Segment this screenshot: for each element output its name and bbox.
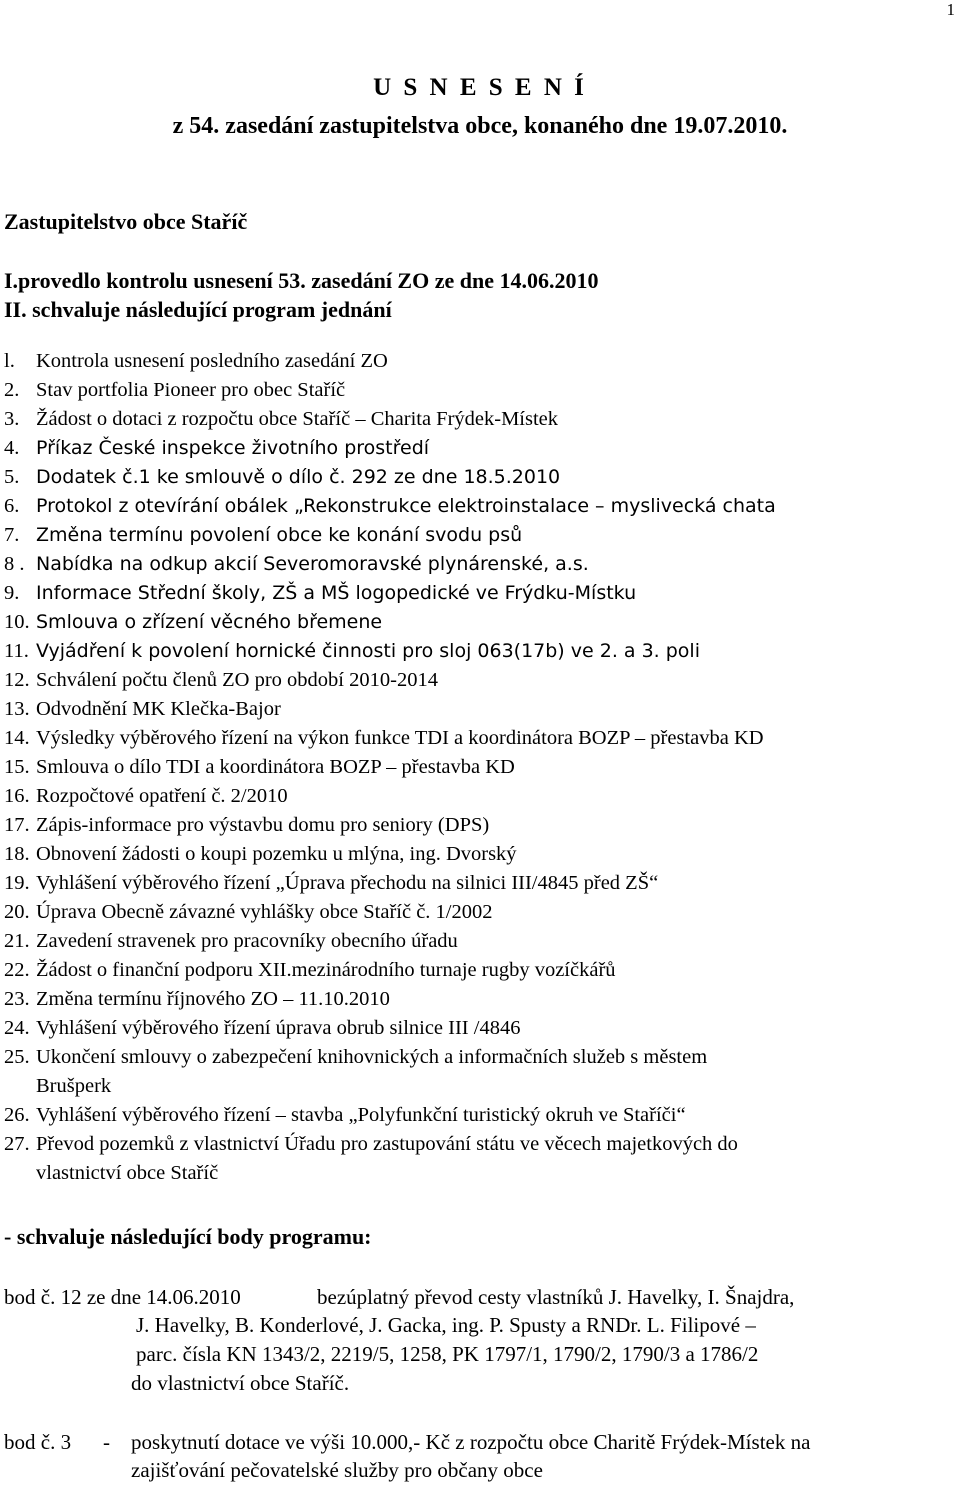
program-item bbox=[4, 492, 776, 521]
program-item-number: 7. bbox=[4, 524, 20, 546]
program-item-number: 10. bbox=[4, 611, 30, 633]
program-item bbox=[4, 666, 776, 695]
program-item-text: Úprava Obecně závazné vyhlášky obce Staříč č. 1/2002 bbox=[36, 901, 493, 923]
bod3-dash: - bbox=[103, 1430, 110, 1454]
program-item-number: 11. bbox=[4, 640, 29, 662]
bod3-text-line1: poskytnutí dotace ve výši 10.000,- Kč z rozpočtu obce Charitě Frýdek-Místek na bbox=[131, 1430, 811, 1454]
program-item bbox=[4, 550, 776, 579]
program-item-number: 21. bbox=[4, 930, 30, 952]
program-item-text: Ukončení smlouvy o zabezpečení knihovnických a informačních služeb s městem bbox=[36, 1046, 708, 1068]
program-item-text: Protokol z otevírání obálek „Rekonstrukce elektroinstalace – myslivecká chata bbox=[36, 495, 776, 517]
bod3-text-line2: zajišťování pečovatelské služby pro občany obce bbox=[131, 1458, 543, 1482]
bod12-text-line4: do vlastnictví obce Staříč. bbox=[131, 1371, 350, 1395]
program-item-text: Schválení počtu členů ZO pro období 2010-2014 bbox=[36, 669, 438, 691]
program-item-number: 22. bbox=[4, 959, 30, 981]
program-item-continuation: Brušperk bbox=[36, 1075, 112, 1097]
bod12-text-line2: J. Havelky, B. Konderlové, J. Gacka, ing. P. Spusty a RNDr. L. Filipové – bbox=[136, 1313, 756, 1337]
program-item-continuation: vlastnictví obce Staříč bbox=[36, 1162, 219, 1184]
program-item bbox=[4, 521, 776, 550]
program-item-number: 14. bbox=[4, 727, 30, 749]
program-item bbox=[4, 898, 776, 927]
program-item-text: Vyhlášení výběrového řízení – stavba „Polyfunkční turistický okruh ve Staříči“ bbox=[36, 1104, 686, 1126]
item-i-control: I.provedlo kontrolu usnesení 53. zasedání ZO ze dne 14.06.2010 bbox=[4, 268, 599, 293]
program-item-number: l. bbox=[4, 350, 15, 372]
program-item-text: Výsledky výběrového řízení na výkon funkce TDI a koordinátora BOZP – přestavba KD bbox=[36, 727, 764, 749]
program-item bbox=[4, 376, 776, 405]
program-item-number: 13. bbox=[4, 698, 30, 720]
program-item-number: 2. bbox=[4, 379, 20, 401]
program-item-text: Obnovení žádosti o koupi pozemku u mlýna, ing. Dvorský bbox=[36, 843, 517, 865]
program-item-text: Odvodnění MK Klečka-Bajor bbox=[36, 698, 281, 720]
program-item-text: Žádost o finanční podporu XII.mezinárodního turnaje rugby vozíčkářů bbox=[36, 959, 616, 981]
page-number: 1 bbox=[946, 0, 955, 19]
program-item-text: Zavedení stravenek pro pracovníky obecního úřadu bbox=[36, 930, 458, 952]
program-item-text: Informace Střední školy, ZŠ a MŠ logopedické ve Frýdku-Místku bbox=[36, 582, 637, 604]
program-item bbox=[4, 724, 776, 753]
program-item-number: 16. bbox=[4, 785, 30, 807]
program-item-number: 5. bbox=[4, 466, 20, 488]
program-item-text: Změna termínu říjnového ZO – 11.10.2010 bbox=[36, 988, 390, 1010]
program-item-number: 6. bbox=[4, 495, 20, 517]
item-ii-program: II. schvaluje následující program jednání bbox=[4, 297, 392, 322]
program-item-text: Dodatek č.1 ke smlouvě o dílo č. 292 ze dne 18.5.2010 bbox=[36, 466, 561, 488]
program-item-text: Žádost o dotaci z rozpočtu obce Staříč – Charita Frýdek-Místek bbox=[36, 408, 559, 430]
program-item-number: 19. bbox=[4, 872, 30, 894]
program-item bbox=[4, 695, 776, 724]
program-item-text: Vyhlášení výběrového řízení úprava obrub silnice III /4846 bbox=[36, 1017, 521, 1039]
bod12-text-line3: parc. čísla KN 1343/2, 2219/5, 1258, PK 1797/1, 1790/2, 1790/3 a 1786/2 bbox=[136, 1342, 759, 1366]
program-item-number: 23. bbox=[4, 988, 30, 1010]
program-item-text: Nabídka na odkup akcií Severomoravské plynárenské, a.s. bbox=[36, 553, 589, 575]
program-item-text: Změna termínu povolení obce ke konání svodu psů bbox=[36, 524, 523, 546]
board-name: Zastupitelstvo obce Staříč bbox=[4, 209, 248, 234]
program-item bbox=[4, 869, 776, 898]
program-item bbox=[4, 1043, 776, 1072]
program-item bbox=[4, 753, 776, 782]
program-list bbox=[4, 347, 776, 1188]
program-item-number: 27. bbox=[4, 1133, 30, 1155]
program-item-number: 15. bbox=[4, 756, 30, 778]
program-item-text: Smlouva o dílo TDI a koordinátora BOZP – přestavba KD bbox=[36, 756, 515, 778]
program-item bbox=[4, 1130, 776, 1159]
program-item bbox=[4, 1014, 776, 1043]
program-item bbox=[4, 405, 776, 434]
bod3-label: bod č. 3 bbox=[4, 1430, 72, 1454]
program-item bbox=[4, 956, 776, 985]
bod12-text-line1: bezúplatný převod cesty vlastníků J. Havelky, I. Šnajdra, bbox=[317, 1285, 795, 1309]
program-item bbox=[4, 840, 776, 869]
program-item bbox=[4, 811, 776, 840]
program-item-text: Převod pozemků z vlastnictví Úřadu pro zastupování státu ve věcech majetkových do bbox=[36, 1133, 738, 1155]
approve-heading: - schvaluje následující body programu: bbox=[4, 1224, 372, 1249]
program-item-number: 26. bbox=[4, 1104, 30, 1126]
bod12-label: bod č. 12 ze dne 14.06.2010 bbox=[4, 1285, 241, 1309]
program-item-number: 18. bbox=[4, 843, 30, 865]
program-item-number: 17. bbox=[4, 814, 30, 836]
program-item-text: Příkaz České inspekce životního prostředí bbox=[36, 437, 430, 459]
program-item bbox=[4, 434, 776, 463]
program-item bbox=[4, 985, 776, 1014]
program-item-text: Smlouva o zřízení věcného břemene bbox=[36, 611, 383, 633]
program-item bbox=[4, 463, 776, 492]
program-item-number: 8 . bbox=[4, 553, 25, 575]
program-item-number: 4. bbox=[4, 437, 20, 459]
program-item bbox=[4, 1101, 776, 1130]
program-item bbox=[4, 637, 776, 666]
program-item bbox=[4, 608, 776, 637]
program-item-number: 12. bbox=[4, 669, 30, 691]
program-item bbox=[4, 579, 776, 608]
program-item bbox=[4, 782, 776, 811]
document-subtitle: z 54. zasedání zastupitelstva obce, konaného dne 19.07.2010. bbox=[172, 113, 788, 139]
program-item-text: Kontrola usnesení posledního zasedání ZO bbox=[36, 350, 388, 372]
program-item-text: Stav portfolia Pioneer pro obec Staříč bbox=[36, 379, 346, 401]
document-title: U S N E S E N Í bbox=[373, 74, 587, 101]
program-item bbox=[4, 347, 776, 376]
program-item-number: 3. bbox=[4, 408, 20, 430]
program-item-number: 24. bbox=[4, 1017, 30, 1039]
program-item-text: Vyhlášení výběrového řízení „Úprava přechodu na silnici III/4845 před ZŠ“ bbox=[36, 872, 659, 894]
program-item-number: 20. bbox=[4, 901, 30, 923]
program-item-text: Zápis-informace pro výstavbu domu pro seniory (DPS) bbox=[36, 814, 490, 836]
program-item-number: 9. bbox=[4, 582, 20, 604]
program-item-text: Rozpočtové opatření č. 2/2010 bbox=[36, 785, 288, 807]
program-item bbox=[4, 927, 776, 956]
program-item-number: 25. bbox=[4, 1046, 30, 1068]
program-item-text: Vyjádření k povolení hornické činnosti pro sloj 063(17b) ve 2. a 3. poli bbox=[36, 640, 700, 662]
